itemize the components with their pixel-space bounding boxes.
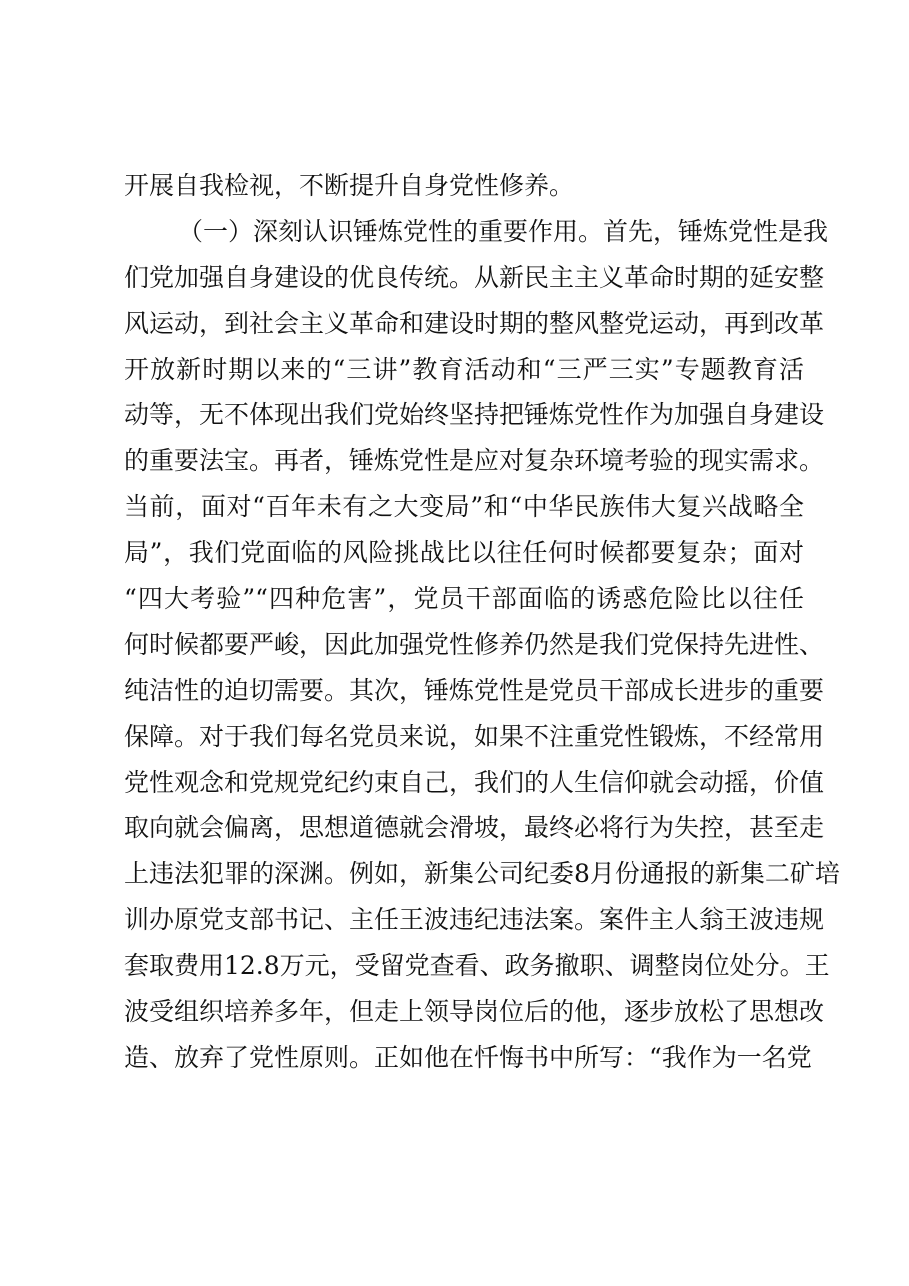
text-line: 的重要法宝。再者，锤炼党性是应对复杂环境考验的现实需求。 <box>124 446 825 476</box>
text-line: 波受组织培养多年，但走上领导岗位后的他，逐步放松了思想改 <box>124 997 825 1027</box>
text-line: 风运动，到社会主义革命和建设时期的整风整党运动，再到改革 <box>124 308 825 338</box>
section-heading-line: （一）深刻认识锤炼党性的重要作用。首先，锤炼党性是我 <box>178 216 829 246</box>
text-line: 当前，面对“百年未有之大变局”和“中华民族伟大复兴战略全 <box>124 492 804 522</box>
text-line: 保障。对于我们每名党员来说，如果不注重党性锻炼，不经常用 <box>124 721 825 751</box>
text-line: 开放新时期以来的“三讲”教育活动和“三严三实”专题教育活 <box>124 354 804 384</box>
text-line: 训办原党支部书记、主任王波违纪违法案。案件主人翁王波违规 <box>124 905 825 935</box>
text-line: 纯洁性的迫切需要。其次，锤炼党性是党员干部成长进步的重要 <box>124 675 825 705</box>
text-line: 造、放弃了党性原则。正如他在忏悔书中所写：“我作为一名党 <box>124 1042 812 1072</box>
body-text <box>124 163 840 1081</box>
text-line: 套取费用12.8万元，受留党查看、政务撤职、调整岗位处分。王 <box>124 951 830 981</box>
text-line: 取向就会偏离，思想道德就会滑坡，最终必将行为失控，甚至走 <box>124 813 825 843</box>
text-line: 们党加强自身建设的优良传统。从新民主主义革命时期的延安整 <box>124 262 825 292</box>
text-line: “四大考验”“四种危害”，党员干部面临的诱惑危险比以往任 <box>124 584 804 614</box>
text-line: 何时候都要严峻，因此加强党性修养仍然是我们党保持先进性、 <box>124 629 825 659</box>
text-line: 局”，我们党面临的风险挑战比以往任何时候都要复杂；面对 <box>124 538 804 568</box>
text-line: 开展自我检视，不断提升自身党性修养。 <box>124 171 575 200</box>
text-line: 动等，无不体现出我们党始终坚持把锤炼党性作为加强自身建设 <box>124 400 825 430</box>
text-line: 上违法犯罪的深渊。例如，新集公司纪委8月份通报的新集二矿培 <box>124 859 840 889</box>
text-line: 党性观念和党规党纪约束自己，我们的人生信仰就会动摇，价值 <box>124 767 825 797</box>
